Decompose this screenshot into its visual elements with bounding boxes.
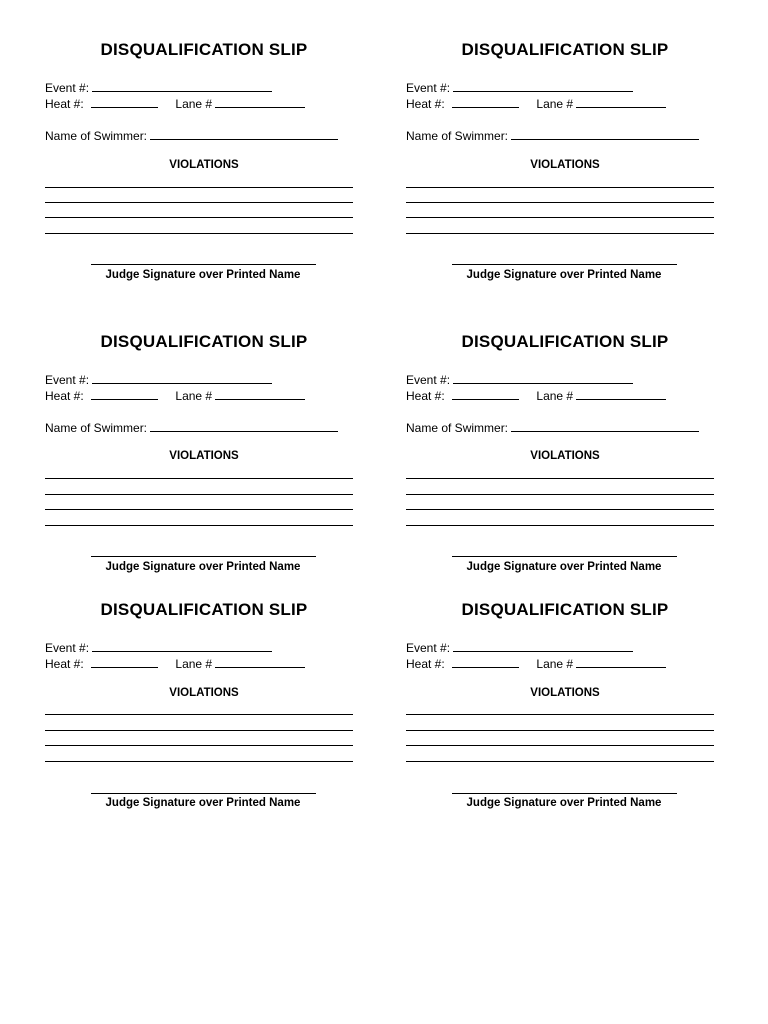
heat-label: Heat #: <box>45 657 84 671</box>
slip-title: DISQUALIFICATION SLIP <box>100 332 308 351</box>
heat-field[interactable] <box>91 655 158 668</box>
violation-line[interactable] <box>406 714 714 715</box>
swimmer-row <box>45 419 338 435</box>
violations-header: VIOLATIONS <box>530 687 600 699</box>
heat-field[interactable] <box>452 387 519 400</box>
lane-label: Lane # <box>175 389 213 403</box>
heat-label: Heat #: <box>406 97 445 111</box>
violation-line[interactable] <box>406 745 714 746</box>
lane-field[interactable] <box>576 95 666 108</box>
signature-label: Judge Signature over Printed Name <box>466 269 662 281</box>
heat-label: Heat #: <box>406 389 445 403</box>
lane-field[interactable] <box>576 387 666 400</box>
heat-lane-row <box>45 95 305 111</box>
event-field[interactable] <box>92 639 272 652</box>
swimmer-label: Name of Swimmer: <box>45 421 148 435</box>
violation-line[interactable] <box>406 217 714 218</box>
slip-title: DISQUALIFICATION SLIP <box>461 600 669 619</box>
event-label: Event #: <box>406 81 451 95</box>
lane-label: Lane # <box>536 97 574 111</box>
violation-line[interactable] <box>45 761 353 762</box>
signature-label: Judge Signature over Printed Name <box>466 797 662 809</box>
swimmer-field[interactable] <box>150 419 338 432</box>
event-label: Event #: <box>406 373 451 387</box>
heat-lane-row <box>45 655 305 671</box>
event-field[interactable] <box>453 79 633 92</box>
violation-line[interactable] <box>45 187 353 188</box>
lane-label: Lane # <box>175 97 213 111</box>
lane-label: Lane # <box>536 389 574 403</box>
signature-line[interactable] <box>452 556 677 557</box>
lane-field[interactable] <box>215 387 305 400</box>
heat-lane-row <box>406 95 666 111</box>
heat-field[interactable] <box>452 655 519 668</box>
violation-line[interactable] <box>45 730 353 731</box>
violation-line[interactable] <box>45 202 353 203</box>
event-field[interactable] <box>92 371 272 384</box>
event-label: Event #: <box>45 641 90 655</box>
slip-title: DISQUALIFICATION SLIP <box>100 40 308 59</box>
event-row <box>45 79 272 95</box>
lane-label: Lane # <box>536 657 574 671</box>
violation-line[interactable] <box>406 233 714 234</box>
event-label: Event #: <box>406 641 451 655</box>
swimmer-label: Name of Swimmer: <box>406 421 509 435</box>
violation-line[interactable] <box>406 761 714 762</box>
slip-title: DISQUALIFICATION SLIP <box>100 600 308 619</box>
heat-lane-row <box>406 387 666 403</box>
event-row <box>406 639 633 655</box>
lane-field[interactable] <box>576 655 666 668</box>
violation-line[interactable] <box>45 525 353 526</box>
heat-label: Heat #: <box>45 389 84 403</box>
lane-field[interactable] <box>215 655 305 668</box>
violation-line[interactable] <box>45 494 353 495</box>
violation-line[interactable] <box>45 714 353 715</box>
swimmer-field[interactable] <box>150 127 338 140</box>
swimmer-label: Name of Swimmer: <box>406 129 509 143</box>
signature-line[interactable] <box>91 556 316 557</box>
swimmer-row <box>45 127 338 143</box>
violation-line[interactable] <box>406 187 714 188</box>
violations-header: VIOLATIONS <box>530 450 600 462</box>
lane-field[interactable] <box>215 95 305 108</box>
signature-label: Judge Signature over Printed Name <box>105 797 301 809</box>
heat-label: Heat #: <box>406 657 445 671</box>
violation-line[interactable] <box>45 217 353 218</box>
event-row <box>406 79 633 95</box>
heat-lane-row <box>406 655 666 671</box>
violation-line[interactable] <box>406 730 714 731</box>
violations-header: VIOLATIONS <box>530 159 600 171</box>
violation-line[interactable] <box>45 478 353 479</box>
event-row <box>406 371 633 387</box>
signature-line[interactable] <box>91 264 316 265</box>
swimmer-label: Name of Swimmer: <box>45 129 148 143</box>
violation-line[interactable] <box>406 202 714 203</box>
slip-title: DISQUALIFICATION SLIP <box>461 332 669 351</box>
violations-header: VIOLATIONS <box>169 687 239 699</box>
event-row <box>45 639 272 655</box>
event-label: Event #: <box>45 81 90 95</box>
event-field[interactable] <box>92 79 272 92</box>
heat-field[interactable] <box>452 95 519 108</box>
violations-header: VIOLATIONS <box>169 159 239 171</box>
violation-line[interactable] <box>406 478 714 479</box>
signature-line[interactable] <box>452 793 677 794</box>
event-row <box>45 371 272 387</box>
signature-label: Judge Signature over Printed Name <box>105 561 301 573</box>
heat-lane-row <box>45 387 305 403</box>
violations-header: VIOLATIONS <box>169 450 239 462</box>
violation-line[interactable] <box>45 745 353 746</box>
event-field[interactable] <box>453 371 633 384</box>
event-field[interactable] <box>453 639 633 652</box>
violation-line[interactable] <box>406 525 714 526</box>
heat-field[interactable] <box>91 387 158 400</box>
slip-title: DISQUALIFICATION SLIP <box>461 40 669 59</box>
signature-line[interactable] <box>452 264 677 265</box>
swimmer-field[interactable] <box>511 419 699 432</box>
swimmer-row <box>406 419 699 435</box>
violation-line[interactable] <box>406 509 714 510</box>
violation-line[interactable] <box>45 509 353 510</box>
signature-label: Judge Signature over Printed Name <box>466 561 662 573</box>
signature-label: Judge Signature over Printed Name <box>105 269 301 281</box>
signature-line[interactable] <box>91 793 316 794</box>
swimmer-row <box>406 127 699 143</box>
violation-line[interactable] <box>406 494 714 495</box>
event-label: Event #: <box>45 373 90 387</box>
violation-line[interactable] <box>45 233 353 234</box>
swimmer-field[interactable] <box>511 127 699 140</box>
heat-field[interactable] <box>91 95 158 108</box>
lane-label: Lane # <box>175 657 213 671</box>
heat-label: Heat #: <box>45 97 84 111</box>
